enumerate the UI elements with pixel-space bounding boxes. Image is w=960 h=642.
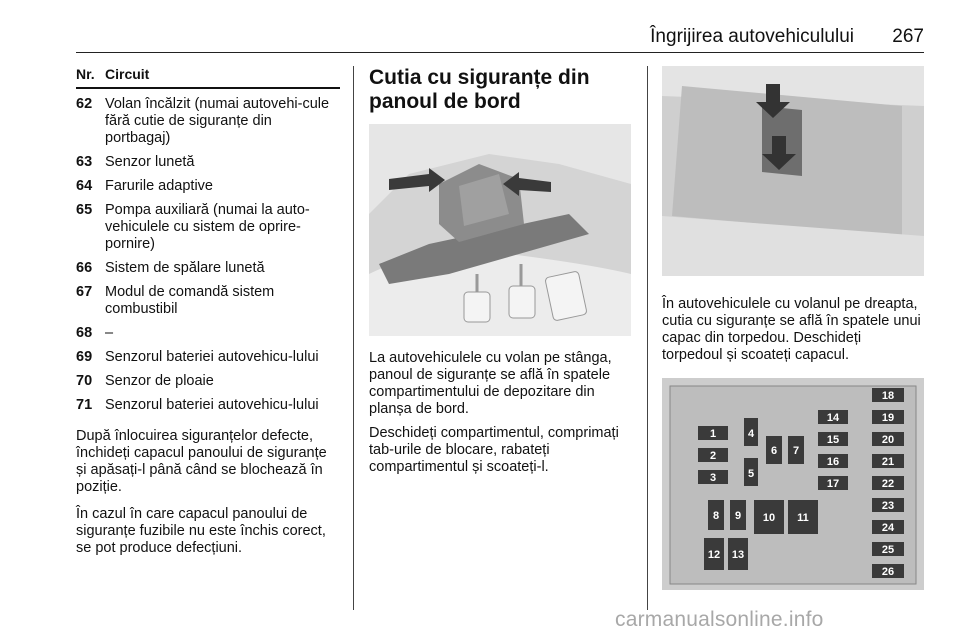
fuse-5-label: 5 xyxy=(747,468,755,480)
page-header xyxy=(76,26,924,53)
row-number: 64 xyxy=(76,178,93,194)
row-number: 67 xyxy=(76,284,93,300)
fuse-22-label: 22 xyxy=(881,478,895,490)
fuse-2-label: 2 xyxy=(709,450,717,462)
column-header-nr: Nr. xyxy=(76,66,95,82)
fuse-6-label: 6 xyxy=(770,445,778,457)
fuse-table-column xyxy=(76,66,340,557)
fuse-18-label: 18 xyxy=(881,390,895,402)
paragraph-after-replacement: După înlocuirea siguranțelor defecte, închideți capacul panoului de siguranțe și apăsați-l până când se blochează în poziție. xyxy=(76,428,327,495)
row-number: 63 xyxy=(76,154,93,170)
watermark: carmanualsonline.info xyxy=(615,608,824,631)
table-row xyxy=(76,260,340,277)
fuse-13-label: 13 xyxy=(731,549,745,561)
table-row xyxy=(76,202,340,253)
fuse-14-label: 14 xyxy=(826,412,840,424)
row-description: Senzorul bateriei autovehicu-lului xyxy=(105,349,319,365)
glovebox-photo xyxy=(662,66,924,276)
row-description: Pompa auxiliară (numai la auto-vehiculele cu sistem de oprire-pornire) xyxy=(105,202,310,252)
fuse-24-label: 24 xyxy=(881,522,895,534)
fuse-23-label: 23 xyxy=(881,500,895,512)
table-row xyxy=(76,96,340,147)
fuse-10-label: 10 xyxy=(762,512,776,524)
fuse-16-label: 16 xyxy=(826,456,840,468)
row-number: 69 xyxy=(76,349,93,365)
row-description: Volan încălzit (numai autovehi-cule fără cutie de siguranțe din portbagaj) xyxy=(105,96,330,146)
table-row xyxy=(76,178,340,195)
table-header xyxy=(76,66,340,89)
paragraph-rhd-location: În autovehiculele cu volanul pe dreapta, cutia cu siguranțe se află în spatele unui capac din torpedou. Deschideți torpedoul și scoateți capacul. xyxy=(662,296,921,363)
fuse-21-label: 21 xyxy=(881,456,895,468)
table-row xyxy=(76,397,340,414)
row-number: 65 xyxy=(76,202,93,218)
row-description: Senzor de ploaie xyxy=(105,373,214,389)
dashboard-illustration xyxy=(369,124,631,336)
fuse-3-label: 3 xyxy=(709,472,717,484)
row-description: – xyxy=(105,325,114,341)
table-row xyxy=(76,284,340,318)
fuse-17-label: 17 xyxy=(826,478,840,490)
row-description: Farurile adaptive xyxy=(105,178,213,194)
fuse-8-label: 8 xyxy=(712,510,720,522)
instrument-panel-section xyxy=(369,66,633,476)
fuse-25-label: 25 xyxy=(881,544,895,556)
fuse-26-label: 26 xyxy=(881,566,895,578)
table-row xyxy=(76,154,340,171)
row-description: Senzor lunetă xyxy=(105,154,195,170)
table-row xyxy=(76,325,340,342)
fuse-7-label: 7 xyxy=(792,445,800,457)
row-number: 66 xyxy=(76,260,93,276)
paragraph-lhd-location: La autovehiculele cu volan pe stânga, panoul de siguranțe se află în spatele compartimentului de depozitare din planșa de bord. xyxy=(369,350,612,417)
paragraph-open-compartment: Deschideți compartimentul, comprimați tab-urile de blocare, rabateți compartimentul și scoateți-l. xyxy=(369,425,619,475)
row-description: Senzorul bateriei autovehicu-lului xyxy=(105,397,319,413)
fuse-4-label: 4 xyxy=(747,428,755,440)
glovebox-illustration xyxy=(662,66,924,276)
section-heading: Cutia cu siguranțe din panoul de bord xyxy=(369,66,590,113)
row-number: 68 xyxy=(76,325,93,341)
table-row xyxy=(76,349,340,366)
table-row xyxy=(76,373,340,390)
column-header-circuit: Circuit xyxy=(105,66,150,82)
row-number: 70 xyxy=(76,373,93,389)
column-divider xyxy=(353,66,354,610)
column-divider xyxy=(647,66,648,610)
paragraph-cover-warning: În cazul în care capacul panoului de siguranțe fuzibile nu este închis corect, se pot produce defecțiuni. xyxy=(76,506,326,556)
row-number: 71 xyxy=(76,397,93,413)
fuse-20-label: 20 xyxy=(881,434,895,446)
fuse-1-label: 1 xyxy=(709,428,717,440)
fuse-box-diagram xyxy=(662,378,924,590)
row-number: 62 xyxy=(76,96,93,112)
page-number: 267 xyxy=(892,26,924,47)
fuse-11-label: 11 xyxy=(797,512,809,524)
rhd-section xyxy=(662,66,924,590)
page-title: Îngrijirea autovehiculului xyxy=(650,26,854,47)
row-description: Modul de comandă sistem combustibil xyxy=(105,284,275,317)
fuse-12-label: 12 xyxy=(707,549,721,561)
fuse-layout-illustration xyxy=(662,378,924,590)
dashboard-fusebox-photo xyxy=(369,124,631,336)
fuse-9-label: 9 xyxy=(734,510,742,522)
fuse-19-label: 19 xyxy=(881,412,895,424)
row-description: Sistem de spălare lunetă xyxy=(105,260,265,276)
fuse-15-label: 15 xyxy=(826,434,840,446)
